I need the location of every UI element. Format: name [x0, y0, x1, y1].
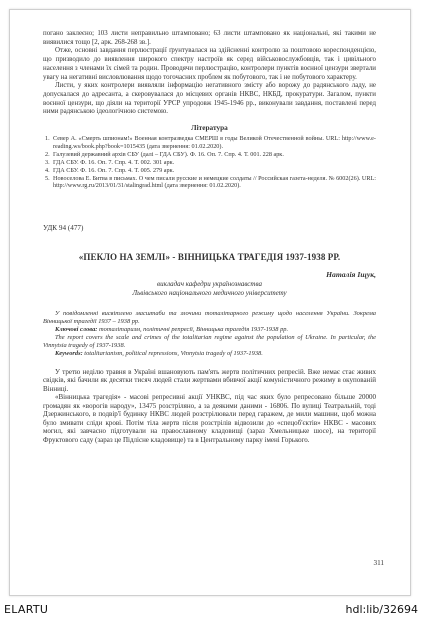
- page-number: 311: [373, 559, 384, 567]
- literature-list: [43, 135, 376, 190]
- literature-item: 3. ГДА СБУ. Ф. 16. Оп. 7. Спр. 4. Т. 002. 301 арк.: [45, 158, 175, 166]
- abstract-block: [43, 310, 376, 357]
- viewer-footer: [0, 600, 422, 620]
- article-title: «ПЕКЛО НА ЗЕМЛІ» - ВІННИЦЬКА ТРАГЕДІЯ 1937-1938 РР.: [78, 252, 341, 263]
- keywords-en: Keywords: totalitarianism, political repressions, Vinnytsia tragedy of 1937-1938.: [55, 349, 263, 357]
- abstract-ua: У повідомленні висвітлено масштаби та злочини тоталітарного режиму щодо населення України. Зокрема Вінницької трагедії 1937 – 1938 рр.: [43, 310, 376, 326]
- document-page: [9, 9, 411, 596]
- article-body: [43, 368, 376, 445]
- abstract-en: The report covers the scale and crimes of the totalitarian regime against the population of Ukraine. In particular, the Vinnytsia tragedy of 1937-1938.: [43, 333, 376, 349]
- literature-item: 4. ГДА СБУ. Ф. 16. Оп. 7. Спр. 4. Т. 005. 279 арк.: [45, 166, 175, 174]
- page-content: [43, 30, 376, 444]
- author-affiliation-1: викладач кафедри українознавства: [157, 280, 262, 289]
- top-paragraph-1: погано заклеєно; 103 листи неправильно штамповано; 63 листи штамповано як національні, які такими не виявилися тощо [2, арк. 268-268 зв.].: [43, 30, 376, 46]
- author-name: Наталія Іщук,: [326, 270, 376, 280]
- top-paragraph-3: Листи, у яких контролери виявляли інформацію негативного змісту або ворожу до радянського ладу, не допускалася до адресанта, а скеровувалася до місцевих органів НКВС, НКБД, прокуратури. Загалом, пункти воєнної цензури, що діяли на території УРСР упродовж 1945-1946 рр., виконували завдання, поставлені перед ними радянською ідеологічною системою.: [43, 82, 376, 116]
- handle-identifier: hdl:lib/32694: [345, 603, 418, 616]
- body-paragraph-1: У третю неділю травня в Україні вшановують пам'ять жертв політичних репресій. Вже немає стає живих свідків, які бачили як десятки тисяч людей стали жертвами вбивчої акції комуністичного режиму в окупованій Вінниці.: [43, 367, 376, 393]
- keywords-ua: Ключові слова: тоталітаризм, політичні репресії, Вінницька трагедія 1937-1938 рр.: [55, 326, 289, 333]
- literature-item: 2. Галузевий державний архів СБУ (далі – ГДА СБУ). Ф. 16. Оп. 7. Спр. 4. Т. 001. 228 арк.: [45, 150, 284, 158]
- udk-code: УДК 94 (477): [43, 224, 84, 233]
- body-paragraph-2: «Вінницька трагедія» - масові репресивні акції УНКВС, під час яких було репресовано більше 20000 громадян як «ворогів народу», 13475 розстріляно, а за деякими даними - 16806. По вулиці Театральній, тоді Дзержинського, в подвір'ї будинку НКВС людей розстрілювали перед гаражем, де мили машини, щоб можна було змивати сліди крові. Потім тіла жертв після розстрілів відвозили до «спецоб'єктів» НКВС - масових могил, які завчасно підготували на православному кладовищі (зараз Хмельницьке шосе), на території Фруктового саду (зараз це Підлісне кладовище) та в Центральному парку імені Горького.: [43, 393, 376, 444]
- literature-item: 5. Новоселова Е. Битва в письмах. О чем писали русские и немецкие солдаты // Российская газета-неделя. № 6002(26). URL: http://www.rg.ru/2013/01/31/stalingrad.html (дата звернення: 01.02.2020).: [45, 174, 376, 190]
- literature-item: 1. Север А. «Смерть шпионам!» Военная контразведка СМЕРШ в годы Великой Отечественной войны. URL: http://www.e-reading.ws/book.php?book=1015435 (дата звернення: 01.02.2020).: [45, 135, 376, 150]
- repository-name: ELARTU: [4, 603, 49, 616]
- author-affiliation-2: Львівського національного медичного університету: [132, 288, 287, 297]
- literature-heading: Література: [191, 123, 228, 133]
- top-paragraph-2: Отже, основні завдання перлюстрації ґрунтувалася на здійсненні контролю за поштовою кореспонденцією, що призводило до виявлення широкого спектру настроїв як серед військовослужбовців, так і цивільного населення з членами їх сімей та родин. Проводячи перлюстрацію, контролери пунктів воєнної цензури звертали увагу на негативні висловлювання щодо тогочасних проблем як побутового, так і не побутового характеру.: [43, 47, 376, 81]
